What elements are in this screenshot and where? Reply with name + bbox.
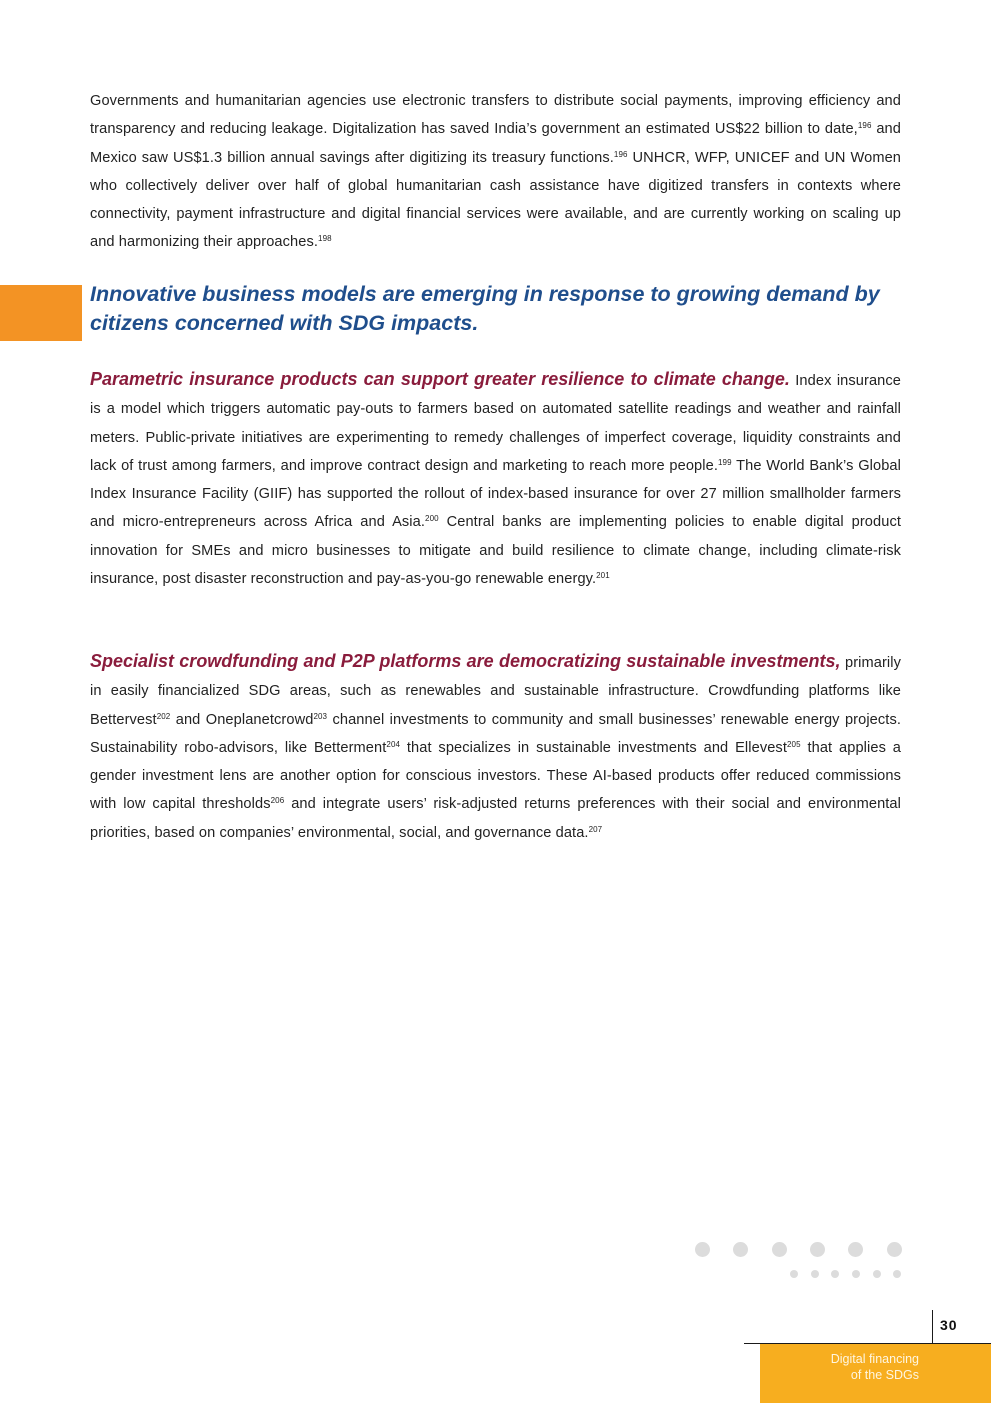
footnote-ref: 200 bbox=[425, 514, 439, 524]
footnote-ref: 196 bbox=[857, 121, 872, 131]
dot bbox=[873, 1270, 881, 1278]
text-run: Governments and humanitarian agencies use electronic transfers to distribute social payments, improving efficiency and transparency and reducing leakage. Digitalization has saved India’s government an estimated US$22 billion to date, bbox=[90, 93, 901, 138]
body-paragraph-3 bbox=[90, 647, 901, 847]
paragraph-lead: Specialist crowdfunding and P2P platforms are democratizing sustainable investments, bbox=[90, 651, 841, 671]
dot bbox=[790, 1270, 798, 1278]
footnote-ref: 204 bbox=[386, 739, 401, 749]
footnote-ref: 206 bbox=[270, 796, 285, 806]
text-run: and integrate users’ risk-adjusted returns preferences with their social and environmental priorities, based on companies’ environmental, social, and governance data. bbox=[90, 796, 901, 841]
dot bbox=[772, 1242, 787, 1257]
footnote-ref: 207 bbox=[588, 824, 603, 834]
text-run: Central banks are implementing policies to enable digital product innovation for SMEs and micro businesses to mitigate and build resilience to climate change, including climate-risk insurance, post disaster reconstruction and pay-as-you-go renewable energy. bbox=[90, 514, 901, 588]
dot bbox=[887, 1242, 902, 1257]
text-run: and Oneplanetcrowd bbox=[170, 711, 314, 728]
text-run: and Mexico saw US$1.3 billion annual savings after digitizing its treasury functions. bbox=[90, 121, 901, 166]
section-heading: Innovative business models are emerging in response to growing demand by citizens concerned with SDG impacts. bbox=[90, 282, 880, 335]
footnote-ref: 199 bbox=[717, 457, 732, 467]
text-run: The World Bank’s Global Index Insurance Facility (GIIF) has supported the rollout of index-based insurance for over 27 million smallholder farmers and micro-entrepreneurs across Africa and Asia. bbox=[90, 457, 901, 531]
dot bbox=[811, 1270, 819, 1278]
text-run: primarily in easily financialized SDG areas, such as renewables and sustainable infrastructure. Crowdfunding platforms like Bettervest bbox=[90, 655, 902, 728]
text-run: Index insurance is a model which triggers automatic pay-outs to farmers based on automated satellite readings and weather and rainfall meters. Public-private initiatives are experimenting to remedy challenges of imperfect coverage, liquidity constraints and lack of trust among farmers, and improve contract design and marketing to reach more people. bbox=[90, 373, 901, 474]
dot bbox=[893, 1270, 901, 1278]
dot bbox=[848, 1242, 863, 1257]
dot bbox=[695, 1242, 710, 1257]
footnote-ref: 203 bbox=[313, 711, 328, 721]
footer-title-line-1: Digital financing bbox=[830, 1352, 919, 1366]
body-paragraph-2 bbox=[90, 365, 901, 593]
text-run: that specializes in sustainable investments and Ellevest bbox=[400, 739, 787, 756]
footer-title-line-2: of the SDGs bbox=[850, 1368, 919, 1382]
body-paragraph-1 bbox=[90, 87, 901, 257]
paragraph-lead: Parametric insurance products can support greater resilience to climate change. bbox=[90, 369, 790, 389]
footnote-ref: 201 bbox=[596, 571, 610, 581]
text-run: UNHCR, WFP, UNICEF and UN Women who collectively deliver over half of global humanitarian cash assistance have digitized transfers in contexts where connectivity, payment infrastructure and digital financial services were available, and are currently working on scaling up and harmonizing their approaches. bbox=[90, 149, 902, 251]
section-marker bbox=[0, 285, 82, 341]
text-run: that applies a gender investment lens are another option for conscious investors. These AI-based products offer reduced commissions with low capital thresholds bbox=[90, 739, 901, 813]
dot bbox=[733, 1242, 748, 1257]
page-number: 30 bbox=[940, 1317, 958, 1333]
dot bbox=[810, 1242, 825, 1257]
footnote-ref: 196 bbox=[613, 149, 628, 159]
footnote-ref: 198 bbox=[318, 234, 332, 244]
text-run: channel investments to community and small businesses’ renewable energy projects. Sustainability robo-advisors, like Betterment bbox=[90, 711, 901, 756]
footer-title bbox=[831, 1351, 919, 1383]
footnote-ref: 205 bbox=[786, 739, 801, 749]
dot bbox=[852, 1270, 860, 1278]
dot bbox=[831, 1270, 839, 1278]
footnote-ref: 202 bbox=[156, 711, 171, 721]
